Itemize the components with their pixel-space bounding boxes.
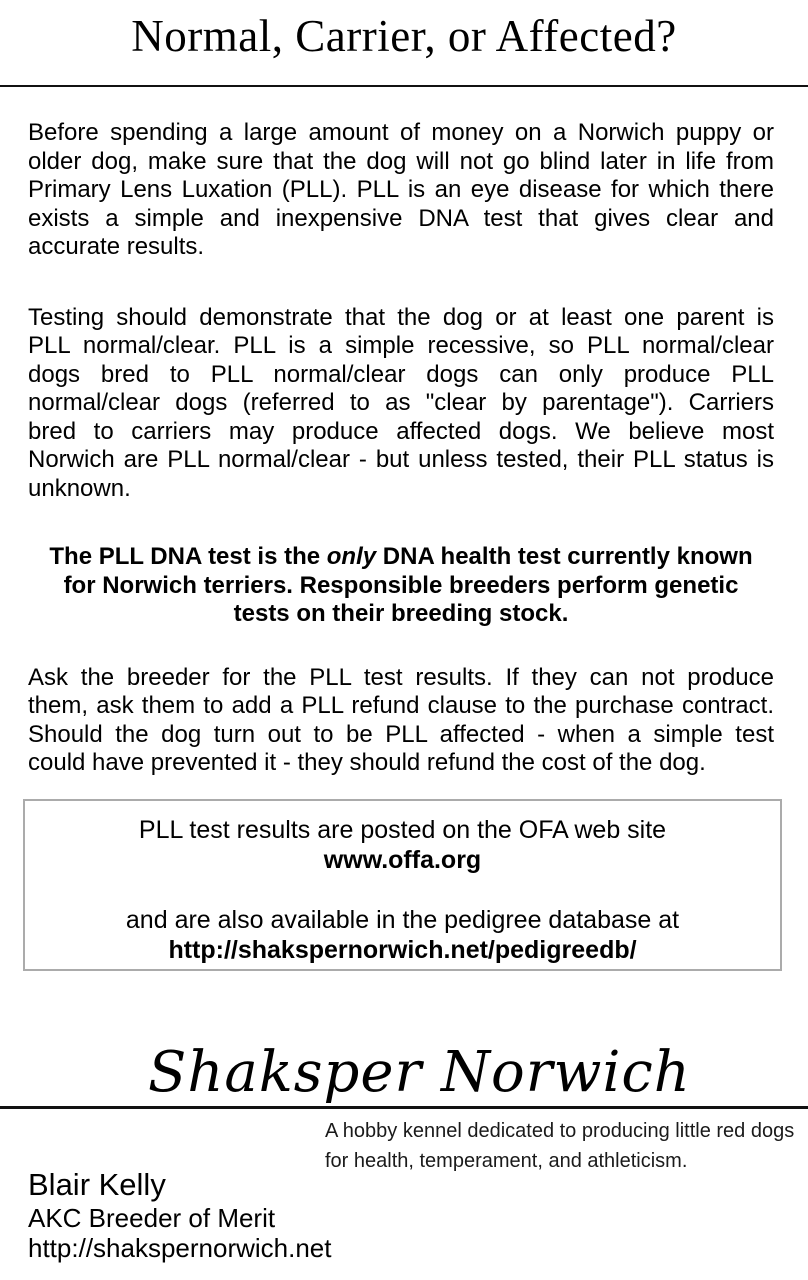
text-line: The PLL DNA test is the only DNA health test currently known (49, 543, 753, 570)
info-box-text-line: and are also available in the pedigree database at (125, 906, 680, 934)
text-line: unknown. (28, 474, 131, 502)
footer-block (28, 1166, 332, 1263)
title-divider-rule (0, 85, 808, 87)
text-line: could have prevented it - they should refund the cost of the dog. (28, 749, 706, 776)
breeder-credential: AKC Breeder of Merit (28, 1203, 276, 1233)
kennel-website-url: http://shakspernorwich.net (28, 1233, 332, 1263)
text-line: Primary Lens Luxation (PLL). PLL is an eye disease for which there (28, 176, 774, 203)
text-line: tests on their breeding stock. (233, 600, 569, 627)
info-box-url-line: http://shakspernorwich.net/pedigreedb/ (168, 936, 637, 964)
info-box-text-line: PLL test results are posted on the OFA web site (138, 816, 667, 844)
text-line: older dog, make sure that the dog will not go blind later in life from (28, 147, 774, 175)
text-line: accurate results. (28, 233, 205, 260)
text-line: normal/clear dogs (referred to as "clear by parentage"). Carriers (28, 389, 774, 416)
info-box-url-line: www.offa.org (323, 846, 482, 874)
text-line: exists a simple and inexpensive DNA test that gives clear and (28, 204, 774, 232)
text-line: Ask the breeder for the PLL test results. If they can not produce (28, 663, 774, 691)
kennel-tagline (325, 1116, 794, 1176)
page-title: Normal, Carrier, or Affected? (131, 11, 677, 61)
logo-divider-rule (0, 1106, 808, 1109)
info-box (23, 799, 782, 971)
tagline-line: for health, temperament, and athleticism. (325, 1150, 688, 1172)
text-line: Testing should demonstrate that the dog or at least one parent is (28, 303, 774, 331)
testing-paragraph (28, 304, 774, 504)
dna-test-emphasis-paragraph (28, 543, 774, 629)
text-line: Before spending a large amount of money on a Norwich puppy or (28, 119, 774, 146)
text-line: them, ask them to add a PLL refund clause to the purchase contract. (28, 692, 774, 719)
text-line: Norwich are PLL normal/clear - but unless tested, their PLL status is (28, 446, 774, 473)
paragraph-section (28, 119, 774, 778)
breeder-name: Blair Kelly (28, 1167, 166, 1202)
intro-paragraph (28, 119, 774, 262)
text-line: Should the dog turn out to be PLL affected - when a simple test (28, 720, 774, 748)
kennel-script-logo: Shaksper Norwich (148, 1040, 691, 1105)
text-line: dogs bred to PLL normal/clear dogs can only produce PLL (28, 360, 774, 388)
text-line: bred to carriers may produce affected dogs. We believe most (28, 417, 774, 445)
text-line: for Norwich terriers. Responsible breeders perform genetic (63, 571, 739, 599)
ask-breeder-paragraph (28, 664, 774, 778)
text-line: PLL normal/clear. PLL is a simple recessive, so PLL normal/clear (28, 332, 774, 359)
tagline-line: A hobby kennel dedicated to producing little red dogs (325, 1120, 795, 1142)
info-box-text-line (25, 875, 780, 905)
